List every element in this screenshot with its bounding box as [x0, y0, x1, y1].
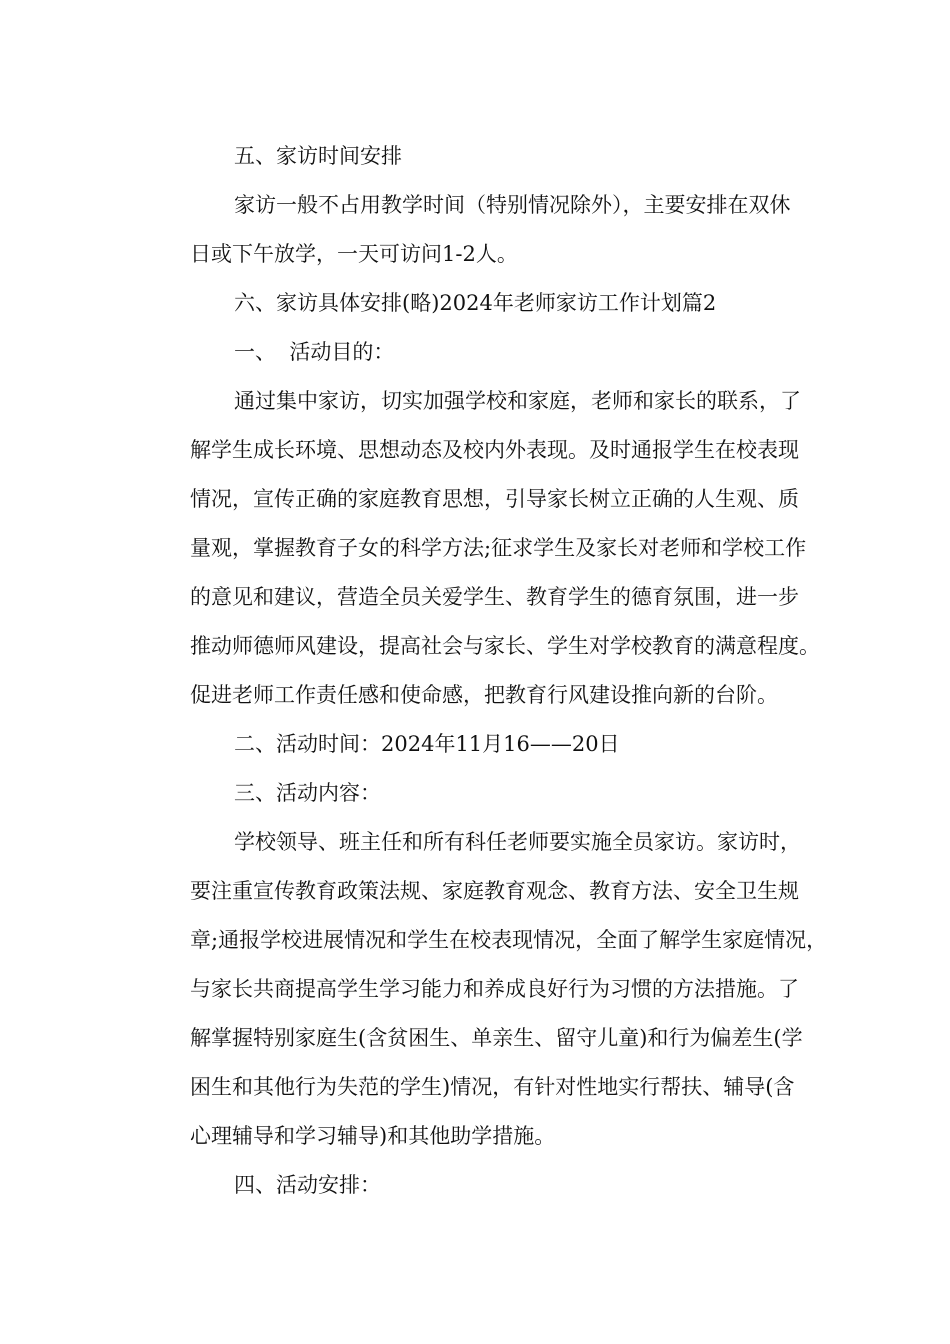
text-line: 章;通报学校进展情况和学生在校表现情况，全面了解学生家庭情况， [190, 928, 828, 952]
text-line: 推动师德师风建设，提高社会与家长、学生对学校教育的满意程度。 [190, 634, 820, 658]
section-heading-activity-content [146, 769, 836, 818]
section-heading-activity-time [146, 720, 836, 769]
text-line: 心理辅导和学习辅导)和其他助学措施。 [190, 1124, 556, 1148]
text-line: 四、活动安排： [234, 1173, 381, 1197]
text-line: 与家长共商提高学生学习能力和养成良好行为习惯的方法措施。了 [190, 977, 799, 1001]
text-line: 解掌握特别家庭生(含贫困生、单亲生、留守儿童)和行为偏差生(学 [190, 1026, 803, 1050]
text-line: 的意见和建议，营造全员关爱学生、教育学生的德育氛围，进一步 [190, 585, 799, 609]
text-line: 六、家访具体安排(略)2024年老师家访工作计划篇2 [234, 291, 717, 315]
text-line: 家访一般不占用教学时间（特别情况除外），主要安排在双休 [234, 193, 791, 217]
text-line: 困生和其他行为失范的学生)情况，有针对性地实行帮扶、辅导(含 [190, 1075, 795, 1099]
text-line: 促进老师工作责任感和使命感，把教育行风建设推向新的台阶。 [190, 683, 778, 707]
section-heading-activity-purpose [146, 328, 836, 377]
text-line: 三、活动内容： [234, 781, 381, 805]
text-line: 二、活动时间：2024年11月16——20日 [234, 732, 620, 756]
text-line: 通过集中家访，切实加强学校和家庭，老师和家长的联系，了 [234, 389, 801, 413]
text-line: 要注重宣传教育政策法规、家庭教育观念、教育方法、安全卫生规 [190, 879, 799, 903]
section-heading-activity-arrangement [146, 1161, 836, 1210]
text-line: 日或下午放学，一天可访问1-2人。 [190, 242, 518, 266]
paragraph-home-visit-time [146, 181, 836, 279]
text-line: 量观，掌握教育子女的科学方法;征求学生及家长对老师和学校工作 [190, 536, 807, 560]
document-body [146, 132, 836, 1210]
paragraph-activity-purpose [146, 377, 836, 720]
section-heading-home-visit-time [146, 132, 836, 181]
text-line: 解学生成长环境、思想动态及校内外表现。及时通报学生在校表现 [190, 438, 799, 462]
section-heading-specific-arrangement [146, 279, 836, 328]
paragraph-activity-content [146, 818, 836, 1161]
text-line: 一、 活动目的： [234, 340, 395, 364]
text-line: 学校领导、班主任和所有科任老师要实施全员家访。家访时， [234, 830, 801, 854]
text-line: 情况，宣传正确的家庭教育思想，引导家长树立正确的人生观、质 [190, 487, 799, 511]
text-line: 五、家访时间安排 [234, 144, 402, 168]
